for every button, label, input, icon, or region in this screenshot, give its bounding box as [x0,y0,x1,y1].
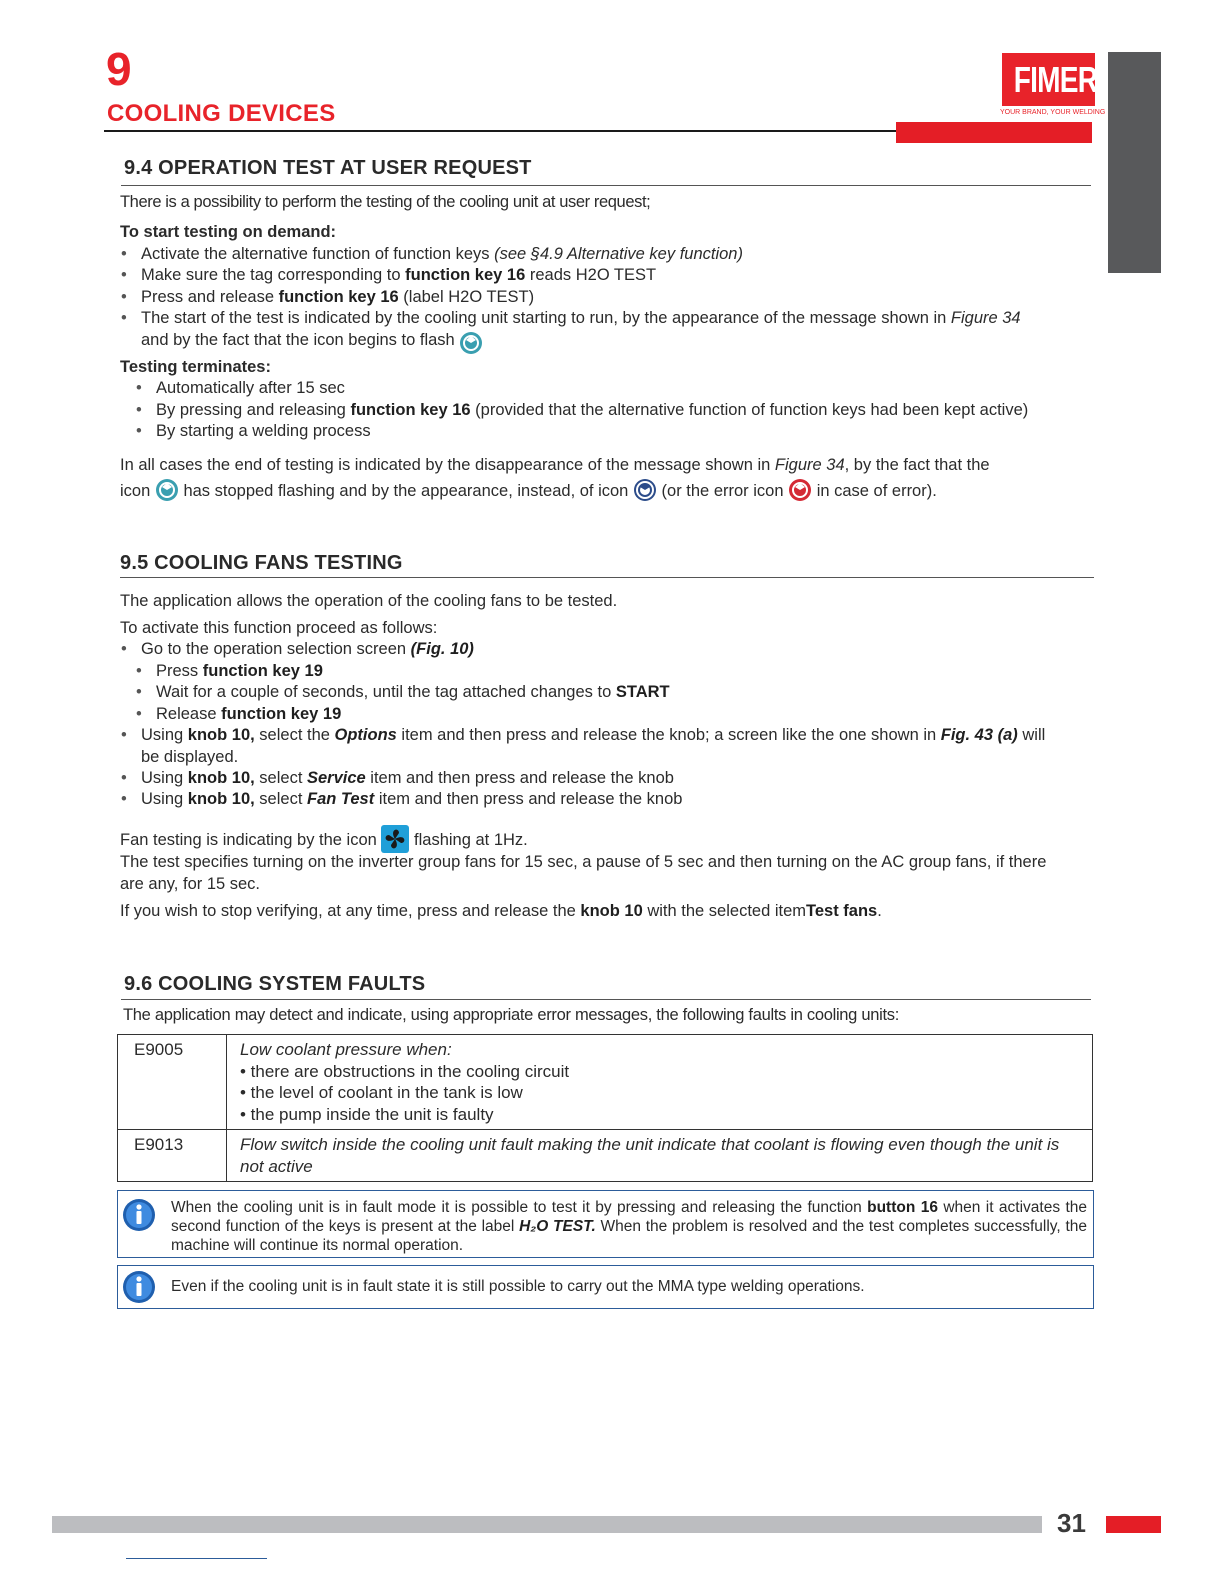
fimer-logo [1002,53,1098,106]
test-spec-paragraph: The test specifies turning on the inverter group fans for 15 sec, a pause of 5 sec and then turning on the AC group fans, if there are any, for 15 sec. [120,853,1047,893]
chapter-side-tab [1108,52,1161,273]
section-95-intro: The application allows the operation of the cooling fans to be tested. [120,592,618,610]
cooling-pump-error-icon [788,478,812,502]
info-note-1-text: When the cooling unit is in fault mode it is possible to test it by pressing and releasing the function button 16 when it activates the second function of the keys is present at the label H₂O TEST. When the problem is resolved and the test completes successfully, the machine will continue its normal operation. [171,1199,1087,1254]
info-note-2 [117,1265,1094,1309]
list-item: • Automatically after 15 sec [156,378,345,400]
section-95-intro-2: To activate this function proceed as follows: [120,619,438,637]
fan-icon [381,825,409,853]
faults-table [117,1034,1093,1182]
section-95-heading: 9.5 COOLING FANS TESTING [120,552,403,574]
footer-line [126,1558,267,1559]
fault-item: • the level of coolant in the tank is low [240,1083,523,1102]
chapter-number: 9 [106,43,132,95]
section-96-rule [121,999,1091,1000]
fault-item: • the pump inside the unit is faulty [240,1104,494,1124]
page-number: 31 [1057,1508,1086,1538]
footer-red-bar [1106,1516,1161,1533]
section-96-intro: The application may detect and indicate, using appropriate error messages, the following faults in cooling units: [123,1006,899,1024]
list-item: • Release function key 19 [156,704,341,726]
section-95-rule [120,577,1094,578]
chapter-title: COOLING DEVICES [107,100,336,127]
section-96-heading: 9.6 COOLING SYSTEM FAULTS [124,973,426,995]
section-94-intro: There is a possibility to perform the testing of the cooling unit at user request; [120,193,651,211]
header-rule [104,130,897,132]
fault-code: E9005 [118,1035,227,1130]
list-item: • Using knob 10, select Fan Test item and then press and release the knob [141,789,682,811]
list-item: • By pressing and releasing function key 16 (provided that the alternative function of function keys had been kept active) [156,400,1028,422]
stop-verifying-paragraph: If you wish to stop verifying, at any time, press and release the knob 10 with the selected itemTest fans. [120,902,882,920]
footer-bar [52,1516,1042,1533]
header-red-bar [896,122,1092,143]
table-row [118,1035,1093,1130]
cooling-pump-active-icon [155,478,179,502]
fan-testing-paragraph: Fan testing is indicating by the icon flashing at 1Hz. [120,825,528,853]
list-item: • The start of the test is indicated by the cooling unit starting to run, by the appearance of the message shown in Figure 34 and by the fact that the icon begins to flash [141,308,1093,355]
table-row [118,1130,1093,1182]
logo-text: FIMER [1013,59,1098,100]
fault-description: Low coolant pressure when: • there are obstructions in the cooling circuit • the level of coolant in the tank is low • the pump inside the unit is faulty [227,1035,1093,1130]
list-item: • By starting a welding process [156,421,371,443]
fault-description: Flow switch inside the cooling unit fault making the unit indicate that coolant is flowing even though the unit is not active [227,1130,1093,1182]
end-of-testing-paragraph-line2: icon has stopped flashing and by the appearance, instead, of icon (or the error icon in case of error). [120,478,1092,503]
fault-code: E9013 [118,1130,227,1182]
testing-terminates-heading: Testing terminates: [120,358,271,376]
list-item: • Using knob 10, select the Options item and then press and release the knob; a screen like the one shown in Fig. 43 (a) will be displayed. [141,725,1093,768]
end-of-testing-paragraph: In all cases the end of testing is indicated by the disappearance of the message shown in Figure 34, by the fact that the [120,456,990,474]
list-item: • Go to the operation selection screen (Fig. 10) [141,639,474,661]
list-item: • Press function key 19 [156,661,323,683]
list-item: • Make sure the tag corresponding to function key 16 reads H2O TEST [141,265,656,287]
info-note-2-text: Even if the cooling unit is in fault state it is still possible to carry out the MMA type welding operations. [171,1278,865,1295]
cooling-pump-idle-icon [633,478,657,502]
section-94-rule [121,185,1091,186]
list-item: • Activate the alternative function of function keys (see §4.9 Alternative key function) [141,244,743,266]
start-testing-heading: To start testing on demand: [120,223,337,241]
list-item: • Using knob 10, select Service item and then press and release the knob [141,768,674,790]
cooling-pump-flashing-icon [459,331,483,355]
info-icon [122,1198,156,1232]
list-item: • Press and release function key 16 (label H2O TEST) [141,287,534,309]
info-icon [122,1270,156,1304]
section-94-heading: 9.4 OPERATION TEST AT USER REQUEST [124,157,532,179]
logo-tagline: YOUR BRAND, YOUR WELDING [1000,109,1106,116]
fault-item: • there are obstructions in the cooling circuit [240,1061,570,1081]
list-item: • Wait for a couple of seconds, until the tag attached changes to START [156,682,670,704]
info-note-1 [117,1190,1094,1258]
